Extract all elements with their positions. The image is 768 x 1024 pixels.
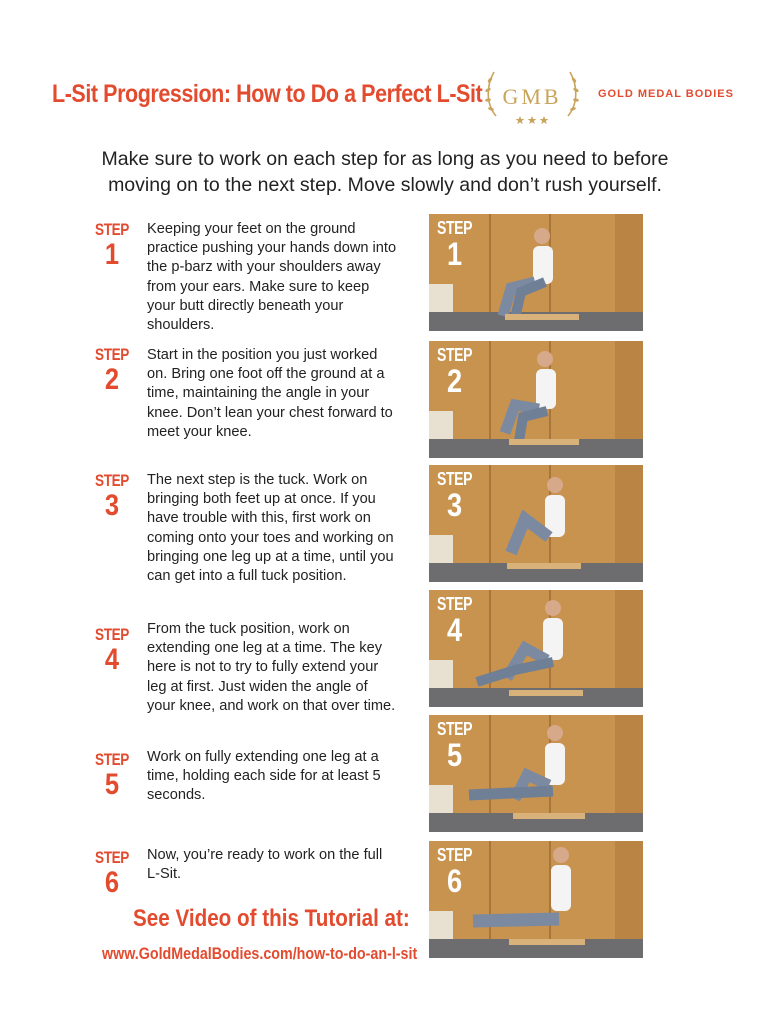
step-2-text: Start in the position you just worked on. Bring one foot off the ground at a time, maintaining the angle in your knee. Don’t lean your chest forward to meet your knee. <box>147 347 393 440</box>
step-3-label: STEP 3 <box>95 471 129 522</box>
logo-text: GMB <box>502 84 562 109</box>
step-4-photo: STEP 4 <box>429 590 643 707</box>
tutorial-link[interactable]: www.GoldMedalBodies.com/how-to-do-an-l-sit <box>102 944 418 963</box>
page-title: L-Sit Progression: How to Do a Perfect L-Sit <box>52 80 483 108</box>
laurel-wreath-icon <box>482 66 582 128</box>
step-1-photo: STEP 1 <box>429 214 643 331</box>
video-cta: See Video of this Tutorial at: <box>133 905 410 932</box>
step-3-photo: STEP 3 <box>429 465 643 582</box>
step-2-label: STEP 2 <box>95 345 129 396</box>
step-5-text: Work on fully extending one leg at a time, holding each side for at least 5 seconds. <box>147 749 381 804</box>
intro-text: Make sure to work on each step for as long as you need to before moving on to the next step. Move slowly and don’t rush yourself. <box>101 148 669 196</box>
step-4-text: From the tuck position, work on extending one leg at a time. The key here is not to try to fully extend your leg at first. Just widen the angle of your knee, and work on that over time. <box>147 621 396 714</box>
step-3-text: The next step is the tuck. Work on bringing both feet up at once. If you have trouble with this, first work on coming onto your toes and working on bringing one leg up at a time, until you can get into a full tuck position. <box>147 472 394 585</box>
step-1-text: Keeping your feet on the ground practice pushing your hands down into the p-barz with your shoulders away from your ears. Make sure to keep your butt directly beneath your shoulders. <box>147 221 397 334</box>
step-4-label: STEP 4 <box>95 625 129 676</box>
step-6-photo: STEP 6 <box>429 841 643 958</box>
step-6-text: Now, you’re ready to work on the full L-Sit. <box>147 847 383 883</box>
step-6-label: STEP 6 <box>95 848 129 899</box>
gmb-logo <box>482 66 582 128</box>
step-1-label: STEP 1 <box>95 220 129 271</box>
brand-name: GOLD MEDAL BODIES <box>598 88 734 100</box>
step-2-photo: STEP 2 <box>429 341 643 458</box>
step-5-label: STEP 5 <box>95 750 129 801</box>
step-5-photo: STEP 5 <box>429 715 643 832</box>
